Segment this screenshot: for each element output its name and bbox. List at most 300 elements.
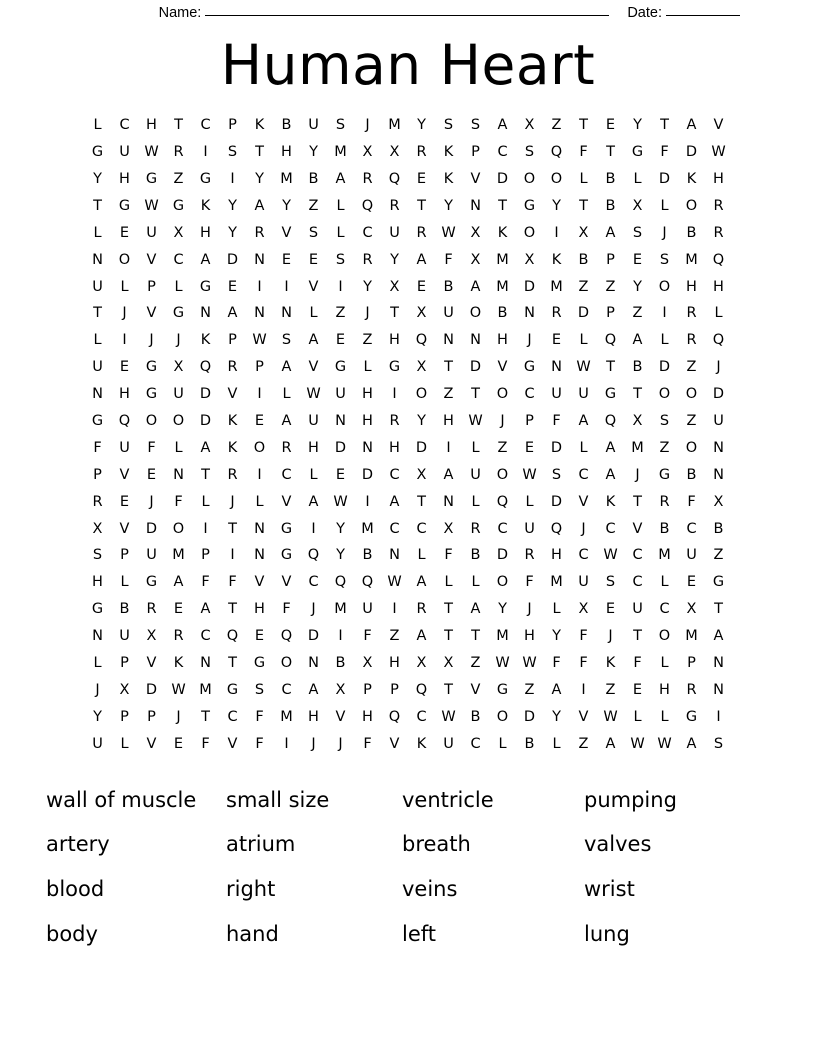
grid-cell[interactable]: N [713,466,724,483]
grid-cell[interactable]: E [416,170,427,187]
grid-cell[interactable]: L [120,278,129,295]
grid-cell[interactable]: R [227,466,238,483]
grid-cell[interactable]: F [174,493,183,510]
grid-cell[interactable]: I [446,439,451,456]
grid-cell[interactable]: N [713,439,724,456]
grid-cell[interactable]: W [630,735,645,752]
grid-cell[interactable]: G [658,466,671,483]
grid-cell[interactable]: G [631,144,644,161]
grid-cell[interactable]: I [716,708,721,725]
grid-cell[interactable]: O [685,197,698,214]
grid-cell[interactable]: W [333,493,348,510]
grid-cell[interactable]: G [145,574,158,591]
grid-cell[interactable]: N [362,439,373,456]
grid-cell[interactable]: Y [552,628,561,645]
word-list-item[interactable]: lung [584,921,630,946]
grid-cell[interactable]: X [470,224,481,241]
grid-cell[interactable]: F [552,412,561,429]
grid-cell[interactable]: G [199,278,212,295]
grid-cell[interactable]: S [659,251,670,268]
grid-cell[interactable]: Z [308,197,319,214]
grid-cell[interactable]: I [662,305,667,322]
grid-cell[interactable]: L [336,224,345,241]
grid-cell[interactable]: M [550,574,563,591]
grid-cell[interactable]: S [281,332,292,349]
grid-cell[interactable]: M [334,601,347,618]
word-list-item[interactable]: valves [584,832,652,857]
grid-cell[interactable]: L [255,493,264,510]
grid-cell[interactable]: U [578,574,589,591]
grid-cell[interactable]: W [144,144,159,161]
grid-cell[interactable]: I [203,144,208,161]
grid-cell[interactable]: D [496,547,509,564]
grid-cell[interactable]: A [389,493,400,510]
grid-cell[interactable]: L [471,574,480,591]
grid-cell[interactable]: O [496,466,509,483]
grid-cell[interactable]: K [173,655,184,671]
grid-cell[interactable]: U [335,386,346,403]
grid-cell[interactable]: F [282,601,291,618]
grid-cell[interactable]: F [687,493,696,510]
grid-cell[interactable]: Y [255,170,264,187]
grid-cell[interactable]: F [255,735,264,752]
grid-cell[interactable]: F [147,439,156,456]
grid-cell[interactable]: I [554,224,559,241]
grid-cell[interactable]: X [173,359,184,376]
grid-cell[interactable]: W [144,197,159,214]
grid-cell[interactable]: Y [363,278,372,295]
grid-cell[interactable]: U [308,117,319,134]
grid-cell[interactable]: I [311,520,316,537]
grid-cell[interactable]: V [335,708,346,725]
grid-cell[interactable]: X [443,520,454,537]
grid-cell[interactable]: U [524,520,535,537]
grid-cell[interactable]: Z [659,439,670,456]
grid-cell[interactable]: V [308,278,319,295]
grid-cell[interactable]: M [685,251,698,268]
grid-cell[interactable]: I [284,278,289,295]
grid-cell[interactable]: L [93,655,102,671]
grid-cell[interactable]: D [712,386,725,403]
grid-cell[interactable]: H [389,332,400,349]
grid-cell[interactable]: H [524,628,535,645]
grid-cell[interactable]: R [470,520,481,537]
grid-cell[interactable]: L [93,224,102,241]
grid-cell[interactable]: M [631,439,644,456]
grid-cell[interactable]: Q [334,574,347,591]
grid-cell[interactable]: K [497,224,508,241]
grid-cell[interactable]: B [632,359,643,376]
grid-cell[interactable]: F [363,628,372,645]
grid-cell[interactable]: U [92,359,103,376]
grid-cell[interactable]: H [713,170,724,187]
grid-cell[interactable]: C [632,574,643,591]
grid-cell[interactable]: A [200,251,211,268]
grid-cell[interactable]: R [281,439,292,456]
grid-cell[interactable]: O [550,170,563,187]
grid-cell[interactable]: U [119,144,130,161]
grid-cell[interactable]: E [119,359,130,376]
grid-cell[interactable]: L [633,708,642,725]
grid-cell[interactable]: D [577,305,590,322]
grid-cell[interactable]: D [145,681,158,698]
grid-cell[interactable]: G [523,359,536,376]
word-list-item[interactable]: blood [46,876,105,901]
grid-cell[interactable]: S [551,466,562,483]
grid-cell[interactable]: F [228,574,237,591]
grid-cell[interactable]: T [444,628,453,645]
grid-cell[interactable]: W [576,359,591,376]
grid-cell[interactable]: V [632,520,643,537]
grid-cell[interactable]: S [632,224,643,241]
grid-cell[interactable]: R [551,305,562,322]
grid-cell[interactable]: I [257,466,262,483]
grid-cell[interactable]: Y [417,117,426,134]
grid-cell[interactable]: L [552,735,561,752]
grid-cell[interactable]: A [227,305,238,322]
grid-cell[interactable]: Q [307,547,320,564]
grid-cell[interactable]: J [311,735,316,752]
grid-cell[interactable]: P [93,466,102,483]
grid-cell[interactable]: P [120,708,129,725]
grid-cell[interactable]: F [525,574,534,591]
grid-cell[interactable]: K [605,655,616,671]
grid-cell[interactable]: N [389,547,400,564]
grid-cell[interactable]: T [417,493,426,510]
grid-cell[interactable]: W [522,466,537,483]
grid-cell[interactable]: Z [443,386,454,403]
grid-cell[interactable]: Y [282,197,291,214]
grid-cell[interactable]: L [660,655,669,671]
grid-cell[interactable]: O [496,386,509,403]
grid-cell[interactable]: N [443,332,454,349]
grid-cell[interactable]: E [119,224,130,241]
grid-cell[interactable]: J [500,412,505,429]
grid-cell[interactable]: O [685,439,698,456]
grid-cell[interactable]: J [635,466,640,483]
grid-cell[interactable]: X [173,224,184,241]
grid-cell[interactable]: T [444,359,453,376]
grid-cell[interactable]: V [578,493,589,510]
grid-cell[interactable]: Z [605,278,616,295]
grid-cell[interactable]: M [658,547,671,564]
grid-cell[interactable]: S [308,224,319,241]
grid-cell[interactable]: S [470,117,481,134]
grid-cell[interactable]: P [471,144,480,161]
grid-cell[interactable]: I [365,493,370,510]
grid-cell[interactable]: M [361,520,374,537]
word-list-item[interactable]: wall of muscle [46,787,197,812]
word-list-item[interactable]: veins [402,876,458,901]
grid-cell[interactable]: J [230,493,235,510]
grid-cell[interactable]: G [145,170,158,187]
grid-cell[interactable]: I [392,386,397,403]
grid-cell[interactable]: I [230,547,235,564]
grid-cell[interactable]: G [712,574,725,591]
grid-cell[interactable]: K [551,251,562,268]
grid-cell[interactable]: Q [361,574,374,591]
grid-cell[interactable]: L [309,466,318,483]
grid-cell[interactable]: O [523,224,536,241]
word-list-item[interactable]: breath [402,832,471,857]
grid-cell[interactable]: X [524,251,535,268]
grid-cell[interactable]: V [227,735,238,752]
grid-cell[interactable]: U [146,224,157,241]
grid-cell[interactable]: V [146,305,157,322]
grid-cell[interactable]: A [200,601,211,618]
grid-cell[interactable]: Q [604,412,617,429]
grid-cell[interactable]: H [686,278,697,295]
grid-cell[interactable]: M [388,117,401,134]
grid-cell[interactable]: G [145,386,158,403]
grid-cell[interactable]: K [416,735,427,752]
grid-cell[interactable]: P [255,359,264,376]
grid-cell[interactable]: M [496,628,509,645]
grid-cell[interactable]: Y [633,117,642,134]
grid-cell[interactable]: H [443,412,454,429]
grid-cell[interactable]: L [93,332,102,349]
grid-cell[interactable]: F [255,708,264,725]
grid-cell[interactable]: K [686,170,697,187]
grid-cell[interactable]: T [633,628,642,645]
grid-cell[interactable]: X [92,520,103,537]
grid-cell[interactable]: F [201,574,210,591]
grid-cell[interactable]: D [415,439,428,456]
grid-cell[interactable]: A [686,117,697,134]
grid-cell[interactable]: Z [578,278,589,295]
grid-cell[interactable]: E [524,439,535,456]
grid-cell[interactable]: N [92,251,103,268]
grid-cell[interactable]: B [497,305,508,322]
grid-cell[interactable]: L [120,735,129,752]
grid-cell[interactable]: Q [550,144,563,161]
grid-cell[interactable]: Q [712,251,725,268]
grid-cell[interactable]: N [200,655,211,671]
grid-cell[interactable]: J [716,359,721,376]
grid-cell[interactable]: Y [228,197,237,214]
grid-cell[interactable]: L [579,170,588,187]
grid-cell[interactable]: A [470,278,481,295]
grid-cell[interactable]: R [389,412,400,429]
grid-cell[interactable]: N [254,547,265,564]
grid-cell[interactable]: K [200,197,211,214]
grid-cell[interactable]: Z [470,655,481,671]
grid-cell[interactable]: E [632,251,643,268]
grid-cell[interactable]: V [254,574,265,591]
grid-cell[interactable]: G [226,681,239,698]
grid-cell[interactable]: C [389,466,400,483]
grid-cell[interactable]: A [551,681,562,698]
grid-cell[interactable]: H [308,439,319,456]
grid-cell[interactable]: Q [604,332,617,349]
grid-cell[interactable]: R [362,251,373,268]
grid-cell[interactable]: W [495,655,510,671]
grid-cell[interactable]: I [257,386,262,403]
grid-cell[interactable]: X [632,412,643,429]
grid-cell[interactable]: L [120,574,129,591]
grid-cell[interactable]: X [389,278,400,295]
grid-cell[interactable]: N [254,520,265,537]
grid-cell[interactable]: N [200,305,211,322]
grid-cell[interactable]: N [254,305,265,322]
grid-cell[interactable]: O [658,386,671,403]
grid-cell[interactable]: H [119,170,130,187]
grid-cell[interactable]: E [173,601,184,618]
grid-cell[interactable]: E [119,493,130,510]
grid-cell[interactable]: R [713,197,724,214]
grid-cell[interactable]: H [92,574,103,591]
grid-cell[interactable]: E [416,278,427,295]
grid-cell[interactable]: G [172,197,185,214]
grid-cell[interactable]: L [309,305,318,322]
grid-cell[interactable]: C [470,735,481,752]
grid-cell[interactable]: W [711,144,726,161]
grid-cell[interactable]: R [686,681,697,698]
grid-cell[interactable]: B [443,278,454,295]
word-list-item[interactable]: atrium [226,832,296,857]
grid-cell[interactable]: L [174,278,183,295]
grid-cell[interactable]: L [336,197,345,214]
word-list-item[interactable]: small size [226,787,330,812]
grid-cell[interactable]: R [173,144,184,161]
grid-cell[interactable]: T [93,197,102,214]
grid-cell[interactable]: H [308,708,319,725]
grid-cell[interactable]: D [496,170,509,187]
grid-cell[interactable]: J [176,332,181,349]
grid-cell[interactable]: T [498,197,507,214]
grid-cell[interactable]: D [307,628,320,645]
grid-cell[interactable]: V [119,466,130,483]
grid-cell[interactable]: A [200,439,211,456]
grid-cell[interactable]: U [686,547,697,564]
grid-cell[interactable]: C [659,601,670,618]
grid-cell[interactable]: V [281,224,292,241]
grid-cell[interactable]: T [579,197,588,214]
grid-cell[interactable]: B [524,735,535,752]
grid-cell[interactable]: T [228,520,237,537]
grid-cell[interactable]: X [470,251,481,268]
grid-cell[interactable]: Y [498,601,507,618]
grid-cell[interactable]: R [524,547,535,564]
grid-cell[interactable]: Z [524,681,535,698]
grid-cell[interactable]: H [281,144,292,161]
grid-cell[interactable]: T [714,601,723,618]
grid-cell[interactable]: W [252,332,267,349]
grid-cell[interactable]: H [551,547,562,564]
grid-cell[interactable]: L [660,574,669,591]
grid-cell[interactable]: S [335,251,346,268]
grid-cell[interactable]: Y [336,547,345,564]
grid-cell[interactable]: A [578,412,589,429]
grid-cell[interactable]: U [308,412,319,429]
grid-cell[interactable]: O [469,305,482,322]
grid-cell[interactable]: X [686,601,697,618]
grid-cell[interactable]: D [199,412,212,429]
grid-cell[interactable]: Z [335,305,346,322]
grid-cell[interactable]: J [149,332,154,349]
grid-cell[interactable]: I [122,332,127,349]
grid-cell[interactable]: T [93,305,102,322]
grid-cell[interactable]: G [91,412,104,429]
grid-cell[interactable]: L [660,332,669,349]
grid-cell[interactable]: J [527,332,532,349]
grid-cell[interactable]: B [362,547,373,564]
grid-cell[interactable]: B [470,708,481,725]
grid-cell[interactable]: N [443,493,454,510]
grid-cell[interactable]: J [338,735,343,752]
grid-cell[interactable]: I [257,278,262,295]
grid-cell[interactable]: R [416,601,427,618]
grid-cell[interactable]: C [281,466,292,483]
grid-cell[interactable]: Y [552,708,561,725]
grid-cell[interactable]: B [686,224,697,241]
grid-cell[interactable]: L [201,493,210,510]
grid-cell[interactable]: D [523,708,536,725]
grid-cell[interactable]: F [579,628,588,645]
grid-cell[interactable]: D [685,144,698,161]
grid-cell[interactable]: P [606,251,615,268]
grid-cell[interactable]: R [389,197,400,214]
grid-cell[interactable]: P [390,681,399,698]
grid-cell[interactable]: Z [362,332,373,349]
grid-cell[interactable]: R [416,224,427,241]
grid-cell[interactable]: Q [361,197,374,214]
grid-cell[interactable]: W [306,386,321,403]
grid-cell[interactable]: O [145,412,158,429]
grid-cell[interactable]: A [605,224,616,241]
grid-cell[interactable]: K [200,332,211,349]
grid-cell[interactable]: Y [309,144,318,161]
grid-cell[interactable]: K [227,412,238,429]
word-list-item[interactable]: right [226,876,276,901]
grid-cell[interactable]: U [470,466,481,483]
grid-cell[interactable]: O [685,386,698,403]
grid-cell[interactable]: G [280,520,293,537]
grid-cell[interactable]: R [146,601,157,618]
grid-cell[interactable]: N [92,386,103,403]
grid-cell[interactable]: E [146,466,157,483]
grid-cell[interactable]: C [578,547,589,564]
grid-cell[interactable]: R [254,224,265,241]
grid-cell[interactable]: F [201,735,210,752]
grid-cell[interactable]: G [199,170,212,187]
grid-cell[interactable]: V [713,117,724,134]
grid-cell[interactable]: B [578,251,589,268]
grid-cell[interactable]: I [338,628,343,645]
grid-cell[interactable]: H [362,386,373,403]
grid-cell[interactable]: Y [390,251,399,268]
grid-cell[interactable]: Q [226,628,239,645]
grid-cell[interactable]: J [176,708,181,725]
grid-cell[interactable]: N [92,628,103,645]
grid-cell[interactable]: T [444,681,453,698]
grid-cell[interactable]: L [417,547,426,564]
grid-cell[interactable]: Q [496,493,509,510]
grid-cell[interactable]: A [308,332,319,349]
grid-cell[interactable]: N [281,305,292,322]
grid-cell[interactable]: N [713,681,724,698]
grid-cell[interactable]: J [527,601,532,618]
grid-cell[interactable]: R [227,359,238,376]
grid-cell[interactable]: T [201,708,210,725]
grid-cell[interactable]: U [551,386,562,403]
grid-cell[interactable]: P [228,117,237,134]
grid-cell[interactable]: Z [578,735,589,752]
grid-cell[interactable]: I [284,735,289,752]
grid-cell[interactable]: P [147,708,156,725]
grid-cell[interactable]: M [496,278,509,295]
grid-cell[interactable]: L [471,439,480,456]
